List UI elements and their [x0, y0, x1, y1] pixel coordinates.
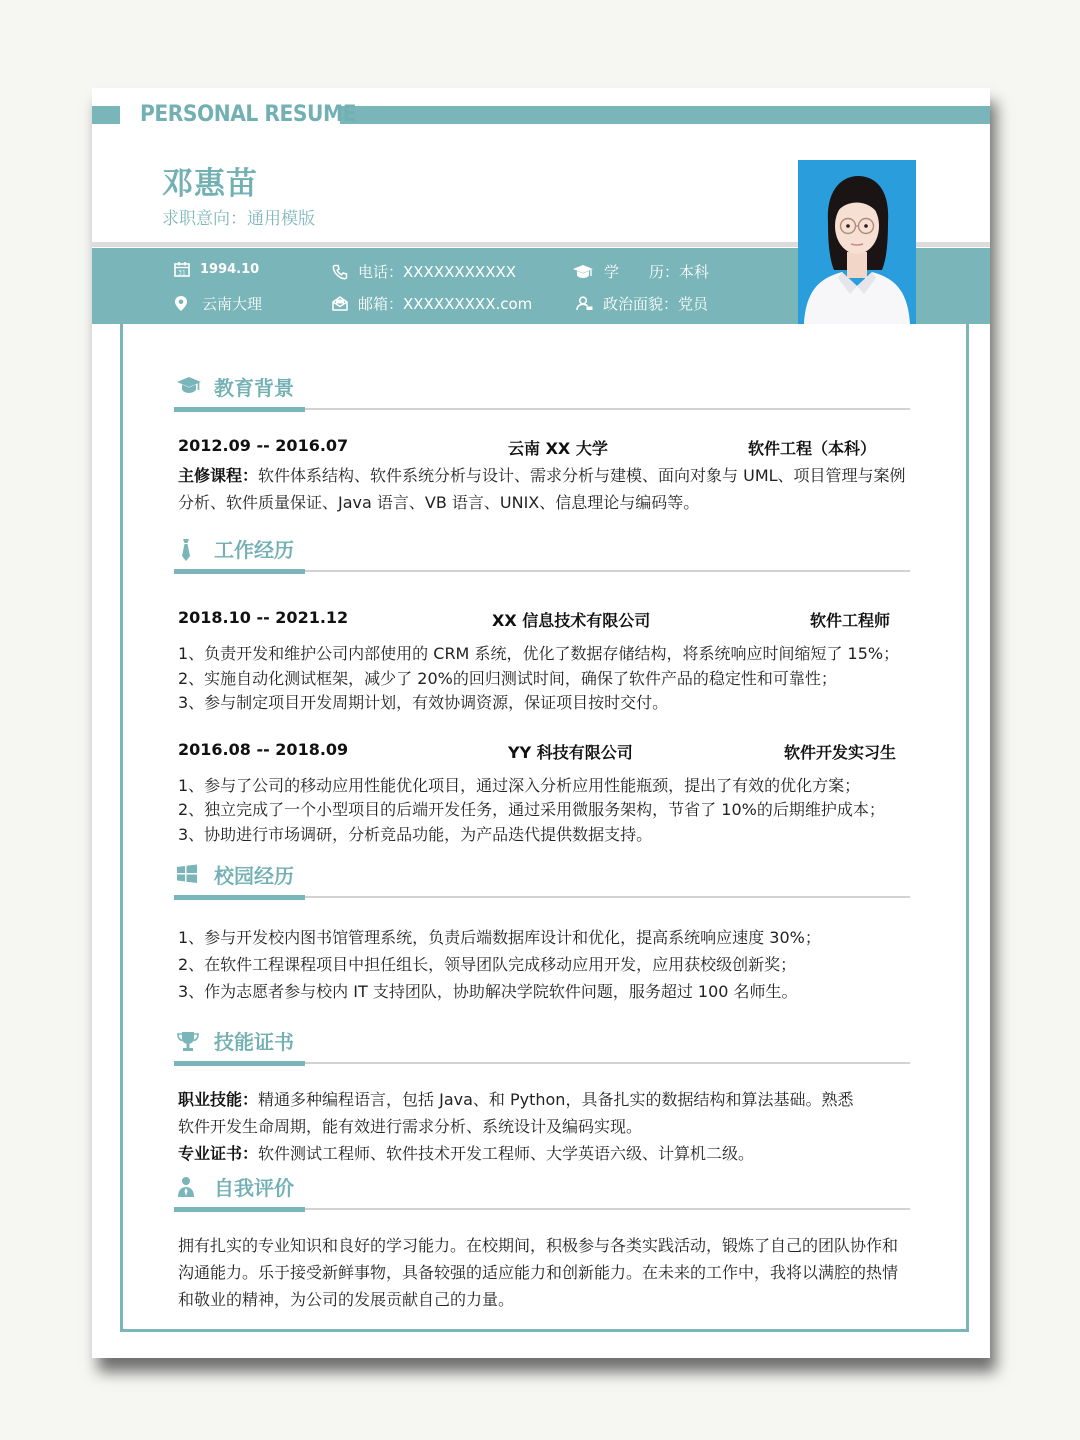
- list-item: 1、负责开发和维护公司内部使用的 CRM 系统，优化了数据存储结构，将系统响应时间缩短了 15%；: [178, 644, 900, 663]
- list-item: 1、参与开发校内图书馆管理系统，负责后端数据库设计和优化，提高系统响应速度 30%；: [178, 928, 821, 947]
- section-self: [174, 1170, 910, 1313]
- job-role: 软件工程师: [810, 611, 891, 630]
- graduation-cap-icon: [176, 376, 202, 394]
- job-period: 2016.08 -- 2018.09: [178, 739, 349, 759]
- phone-value: 电话：XXXXXXXXXXX: [358, 263, 517, 281]
- candidate-name: 邓惠苗: [162, 166, 258, 202]
- section-header: [174, 1024, 910, 1070]
- self-evaluation-text: 拥有扎实的专业知识和良好的学习能力。在校期间，积极参与各类实践活动，锻炼了自己的团队协作和沟通能力。乐于接受新鲜事物，具备较强的适应能力和创新能力。在未来的工作中，我将以满腔的热情和敬业的精神，为公司的发展贡献自己的力量。: [178, 1236, 899, 1309]
- list-item: 3、参与制定项目开发周期计划，有效协调资源，保证项目按时交付。: [178, 693, 669, 712]
- list-item: 1、参与了公司的移动应用性能优化项目，通过深入分析应用性能瓶颈，提出了有效的优化方案；: [178, 775, 861, 795]
- skills-label: 职业技能：: [178, 1090, 259, 1109]
- section-header: [174, 370, 910, 416]
- section-underline: [174, 407, 305, 412]
- politics-info: [576, 293, 708, 314]
- header-bar-left: [92, 106, 120, 124]
- resume-heading: PERSONAL RESUME: [140, 102, 357, 127]
- email-value: 邮箱：XXXXXXXXX.com: [358, 295, 533, 313]
- job-intent: 求职意向：通用模版: [162, 209, 315, 229]
- list-item: 2、实施自动化测试框架，减少了 20%的回归测试时间，确保了软件产品的稳定性和可靠性；: [178, 668, 837, 688]
- section-title: 工作经历: [214, 538, 294, 562]
- section-header: [174, 858, 910, 904]
- section-title: 自我评价: [214, 1176, 294, 1200]
- section-skills: [174, 1024, 910, 1167]
- section-work: [174, 532, 910, 847]
- job-company: XX 信息技术有限公司: [492, 611, 651, 630]
- job-period: 2018.10 -- 2021.12: [178, 608, 349, 627]
- section-campus: [174, 858, 910, 1005]
- section-title: 技能证书: [214, 1030, 294, 1054]
- birth-value: 1994.10: [200, 262, 260, 277]
- courses-text: 软件体系结构、软件系统分析与设计、需求分析与建模、面向对象与 UML、项目管理与案例分析、软件质量保证、Java 语言、VB 语言、UNIX、信息理论与编码等。: [178, 466, 906, 512]
- certs-text: [174, 1140, 910, 1167]
- list-item: 2、在软件工程课程项目中担任组长，领导团队完成移动应用开发，应用获校级创新奖；: [178, 955, 797, 974]
- user-icon: [576, 296, 593, 311]
- trophy-icon: [176, 1030, 200, 1054]
- section-title: 教育背景: [214, 376, 294, 400]
- section-underline: [174, 1207, 305, 1212]
- list-item: 3、协助进行市场调研，分析竞品功能，为产品迭代提供数据支持。: [178, 824, 653, 844]
- location-value: 云南大理: [202, 295, 263, 313]
- email-info: [332, 293, 532, 314]
- section-header: [174, 532, 910, 578]
- birth-info: [174, 262, 259, 277]
- list-item: 2、独立完成了一个小型项目的后端开发任务，通过采用微服务架构，节省了 10%的后期维护成本；: [178, 800, 885, 819]
- phone-icon: [332, 264, 348, 280]
- courses-label: 主修课程：: [178, 466, 259, 485]
- skills-value: 精通多种编程语言，包括 Java、和 Python，具备扎实的数据结构和算法基础。熟悉软件开发生命周期，能有效进行需求分析、系统设计及编码实现。: [178, 1090, 854, 1136]
- tie-icon: [176, 538, 196, 562]
- education-info: [572, 261, 709, 282]
- certs-value: 软件测试工程师、软件技术开发工程师、大学英语六级、计算机二级。: [258, 1144, 755, 1163]
- section-underline: [174, 569, 305, 574]
- calendar-icon: [174, 262, 190, 277]
- person-icon: [176, 1176, 196, 1198]
- phone-info: [332, 261, 516, 282]
- resume-sheet: [92, 88, 990, 1358]
- education-courses: [174, 462, 908, 516]
- mail-icon: [332, 296, 348, 311]
- location-pin-icon: [174, 295, 188, 312]
- education-value: 学 历：本科: [604, 263, 710, 281]
- list-item: 3、作为志愿者参与校内 IT 支持团队，协助解决学院软件问题，服务超过 100 名师生。: [178, 982, 798, 1001]
- job-row: [174, 608, 910, 634]
- job-row: [174, 740, 910, 766]
- education-period: 2012.09 -- 2016.07: [178, 436, 349, 455]
- profile-photo: [798, 160, 916, 324]
- education-major: 软件工程（本科）: [748, 439, 877, 458]
- job-company: YY 科技有限公司: [508, 742, 633, 762]
- section-header: [174, 1170, 910, 1216]
- education-school: 云南 XX 大学: [508, 439, 608, 458]
- windows-icon: [176, 864, 198, 884]
- graduation-cap-icon: [572, 264, 594, 279]
- education-row: [174, 436, 910, 462]
- location-info: [174, 293, 262, 314]
- svg-text:31: 31: [178, 269, 186, 277]
- certs-label: 专业证书：: [178, 1144, 259, 1163]
- section-title: 校园经历: [214, 864, 294, 888]
- section-underline: [174, 895, 305, 900]
- section-education: [174, 370, 910, 516]
- politics-value: 政治面貌：党员: [603, 295, 709, 313]
- skills-text: [174, 1086, 868, 1140]
- header-bar-right: [340, 106, 990, 124]
- job-role: 软件开发实习生: [784, 742, 897, 762]
- section-underline: [174, 1061, 305, 1066]
